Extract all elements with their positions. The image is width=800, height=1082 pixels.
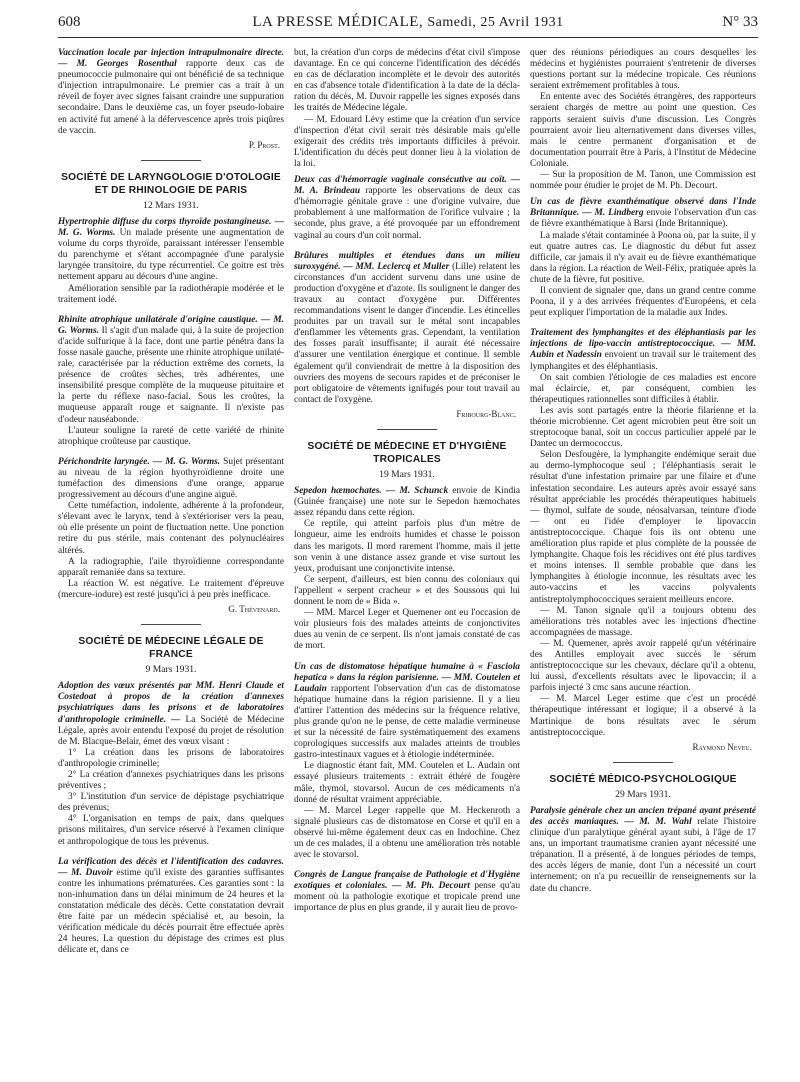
article-body: — M. Quemener, après avoir rappelé qu'un vétérinaire des Antilles employait avec succès le sérum antistreptococcique sur les chevaux, déclare qu'il a obtenu, lui aussi, d'excellents résultats avec le lipovaccin; il a parfois injecté 3 cmc sans aucune réaction.	[530, 638, 756, 694]
article-paralysie	[530, 806, 756, 895]
article-body: — M. Marcel Leger estime que c'est un procédé thérapeutique intéressant et logique; il a observé à la Martinique de bons résultats avec le sérum antistreptococcique.	[530, 694, 756, 738]
journal-title: LA PRESSE MÉDICALE,	[252, 14, 424, 30]
article-body: On sait combien l'étiologie de ces maladies est encore mal éclaircie, et, par conséquent, combien les thérapeutiques rationnelles sont difficiles à établir.	[530, 372, 756, 405]
article-body: — MM. Marcel Leger et Quemener ont eu l'occasion de voir plusieurs fois des malades atteints de conjonctivites dues au venin de ce serpent. Ils n'ont jamais constaté de cas de mort.	[294, 608, 520, 652]
article-title: Adoption des vœux présentés par MM. Henri Claude et Costedoat à propos de la création d'annexes psychiatriques dans les prisons et de laboratoires d'anthropologie criminelle. —	[58, 681, 284, 725]
article-body: envoie de Kindia (Guinée française) une note sur le Sepedon hæmochates assez répandu dans cette région.	[294, 486, 520, 519]
signature: Fribourg-Blanc.	[456, 408, 516, 419]
list-item: 1° La création dans les prisons de laboratoires d'anthropologie criminelle;	[58, 747, 284, 769]
article-body: Ce reptile, qui atteint parfois plus d'un mètre de longueur, aime les endroits humides et chasse le poisson dans les marigots. Il mord rarement l'homme, mais il jette son venin à une distance assez grande et vise surtout les yeux, produisant une conjonctivite intense.	[294, 519, 520, 574]
signature: G. Thévenard.	[228, 604, 280, 615]
article-fievre	[530, 197, 756, 319]
article-hemorragie	[294, 175, 520, 242]
article-body: L'auteur souligne la rareté de cette variété de rhinite atrophique croûteuse par caustique.	[58, 425, 284, 447]
article-body: — M. Marcel Leger rappelle que M. Heckenroth a signalé plusieurs cas de distomatose en Corse et qu'il en a observé lui-même également deux cas en Indochine. Chez un de ces malades, il a obtenu une amélioration très notable avec le stovarsol.	[294, 805, 520, 861]
journal-masthead	[58, 14, 758, 31]
article-title: Congrès de Langue française de Pathologie et d'Hygiène exotiques et coloniales. — M. Ph. Decourt	[294, 870, 520, 892]
article-body: but, la création d'un corps de médecins d'état civil s'impose davantage. En ce qui concerne l'identification des décédés en cas de déclaration incomplète et le devoir des autorités en cas d'absence totale d'identification à la date de la déclaration du décès, M. Duvoir rappelle les signes exposés dans les traités de Médecine légale.	[294, 48, 520, 114]
article-body: Il convient de signaler que, dans un grand centre comme Poona, il y a des arrivées fréquentes d'Européens, et cela peut expliquer l'importation de la maladie aux Indes.	[530, 285, 756, 319]
society-heading: SOCIÉTÉ MÉDICO-PSYCHOLOGIQUE	[549, 773, 737, 785]
article-title: Vaccination locale par injection intrapulmonaire directe. — M. Georges Rosenthal	[58, 48, 284, 70]
page-header	[58, 14, 758, 34]
section-separator	[141, 624, 201, 625]
article-title: Brûlures multiples et étendues dans un milieu suroxygéné. — MM. Leclercq et Muller	[294, 250, 520, 272]
article-body: Selon Desfougère, la lymphangite endémique serait due au dermo-lymphocoque seul ; l'éléphantiasis serait le résultat d'une infestation primaire par une filaire et d'une infestation secondaire. Les auteurs après avoir essayé sans résultat appréciable les procédés thérapeutiques habituels — thymol, sulfate de soude, néosalvarsan, teinture d'iode — ont eu l'idée d'employer le lipovaccin antistreptococcique. Chaque fois ils ont obtenu une amélioration plus rapide et plus complète de la poussée de lymphangite. Chaque fois les récidives ont été plus tardives et moins intenses. Il semble probable que dans les lymphangites à étiologie inconnue, les résultats avec les auto-vaccins et les vaccins polyvalents antistreptolymphococciques seraient meilleurs encore.	[530, 450, 756, 605]
article-title: Deux cas d'hémorragie vaginale consécutive au coït. — M. A. Brindeau	[294, 175, 520, 197]
article-brulures	[294, 251, 520, 420]
article-body: Amélioration sensible par la radiothérapie modérée et le traitement iodé.	[58, 283, 284, 305]
article-sepedon	[294, 486, 520, 652]
society-heading: SOCIÉTÉ DE LARYNGOLOGIE D'OTOLOGIE ET DE RHINOLOGIE DE PARIS	[61, 171, 281, 196]
article-body: En entente avec des Sociétés étrangères, des rapporteurs seraient chargés de mettre au point une question. Ces rapports seraient suivis d'une discussion. Les Congrès pourraient avoir lieu alternativement dans diverses villes, mais le centre permanent d'organisation et de documentation pourrait être à Paris, à l'Institut de Médecine Coloniale.	[530, 92, 756, 169]
article-vaccination	[58, 48, 284, 151]
article-body: Il s'agit d'un malade qui, à la suite de projection d'acide sulfurique à la face, dont une partie pénétra dans la fosse nasale gauche, présente une rhinite atrophique unilatérale, caractérisée par la réduction extrême des cornets, la présence de croûtes sèches, très adhérentes, une insensibilité presque complète de la muqueuse pituitaire et la perte du réflexe naso-facial. Sous les croûtes, la muqueuse apparaît rouge et saignante. Il n'existe pas d'odeur nauséabonde.	[58, 325, 284, 425]
article-title: Hypertrophie diffuse du corps thyroïde postangineuse. — M. G. Worms.	[58, 216, 284, 239]
article-body: (Lille) relatent les circonstances d'un accident survenu dans une usine de production d'oxygène et d'azote. Ils soulignent le danger des travaux au contact d'oxygène pur. Différentes recommandations visent le danger d'incendie. Les étincelles produites par un travail sur le métal sont incapables d'enflammer les vêtements gras. Cependant, la ventilation des fosses paraît insuffisante; il aurait été nécessaire d'assurer une ventilation énergique et continue. Il semble également qu'il conviendrait de mettre à la disposition des ouvriers des moyens de secours rapides et de préconiser le port obligatoire de vêtements ignifugés pour tout travail au contact de l'oxygène.	[294, 261, 520, 405]
column-2	[294, 48, 520, 919]
article-body: Le diagnostic étant fait, MM. Coutelen et L. Audain ont essayé plusieurs traitements : extrait éthéré de fougère mâle, thymol, stovarsol. Aucun de ces médicaments n'a donné de résultat vraiment appréciable.	[294, 761, 520, 805]
list-item: 3° L'institution d'un service de dépistage psychiatrique des prévenus;	[58, 792, 284, 814]
article-title: Un cas de fièvre exanthématique observé dans l'Inde Britannique. — M. Lindberg	[530, 197, 756, 219]
article-verification-deces	[58, 857, 284, 957]
article-hypertrophie	[58, 217, 284, 306]
article-body: rapportent l'observation d'un cas de distomatose hépatique humaine dans la région parisienne. Il y a lieu d'attirer l'attention des médecins sur la fréquence relative, plus grande qu'on ne le pense, de cette maladie vermineuse et sur la nécessité de faire systématiquement des examens coprologiques successifs aux malades atteints de troubles gastro-intestinaux vagues et à étiologie indéterminée.	[294, 683, 521, 761]
section-separator	[613, 762, 673, 763]
article-adoption-voeux	[58, 681, 284, 847]
article-body: envoie l'observation d'un cas de fièvre exanthématique à Barsi (Inde Britannique).	[530, 208, 756, 230]
article-body: — M. Edouard Lévy estime que la création d'un service d'inspection d'état civil serait très désirable mais qu'elle exigerait des crédits très importants difficiles à prévoir. L'identification du décès peut donner lieu à la violation de la loi.	[294, 114, 520, 169]
article-title: Paralysie générale chez un ancien trépané ayant présenté des accès maniaques. — M. M. Wahl	[530, 805, 756, 827]
article-body: Ce serpent, d'ailleurs, est bien connu des coloniaux qui l'appellent « serpent cracheur » et des Soussous qui lui donnent le nom de « Bida ».	[294, 574, 520, 608]
article-title: Traitement des lymphangites et des éléphantiasis par les injections de lipo-vaccin antistreptococcique. — MM. Aubin et Nadessin	[530, 328, 756, 361]
article-title: Un cas de distomatose hépatique humaine à « Fasciola hepatica » dans la région parisienne. — MM. Coutelen et Laudain	[294, 661, 520, 694]
article-title: Périchondrite laryngée. — M. G. Worms.	[58, 456, 221, 467]
session-date: 12 Mars 1931.	[143, 199, 199, 211]
article-body: envoient un travail sur le traitement des lymphangites et des éléphantiasis.	[530, 350, 756, 372]
issue-number: N° 33	[722, 14, 758, 30]
section-separator	[377, 429, 437, 430]
article-body: Un malade présente une augmentation de volume du corps thyroïde, paraissant intéresser l'ensemble du parenchyme et s'étant accompagnée d'une paralysie laryngée transitoire, du type récurrentiel. Ce goitre est très nettement apparu au décours d'une angine.	[58, 228, 285, 283]
section-separator	[141, 160, 201, 161]
signature: P. Prost.	[248, 139, 280, 150]
article-title: Sepedon hæmochates. — M. Schunck	[294, 486, 449, 497]
header-rule	[58, 37, 758, 38]
list-item: 4° L'organisation en temps de paix, dans quelques prisons militaires, d'un service réservé à l'examen clinique et anthropologique de tous les prévenus.	[58, 814, 284, 847]
article-body: — Sur la proposition de M. Tanon, une Commission est nommée pour étudier le projet de M. Ph. Decourt.	[530, 170, 756, 192]
column-1	[58, 48, 284, 960]
article-body: rapporte deux cas de pneumococcie pulmonaire qui ont bénéficié de sa technique d'injection intrapulmonaire. Le premier cas a trait à un réveil de foyer avec signes faisant craindre une suppuration secondaire. Dans le deuxième cas, un foyer pseudo-lobaire en activité fut amené à la défervescence après trois piqûres de vaccin.	[58, 59, 284, 136]
issue-date: Samedi, 25 Avril 1931	[427, 15, 564, 30]
article-lymphangites	[530, 328, 756, 753]
article-body: rapporte les observations de deux cas d'hémorragie génitale grave : une d'origine vulvaire, due probablement à une malformation de l'orifice vulvaire ; la seconde, plus grave, a été provoquée par un effondrement vaginal au cours d'un coït normal.	[294, 186, 521, 241]
article-congres	[294, 870, 520, 914]
article-body: Cette tuméfaction, indolente, adhérente à la profondeur, s'élevant avec le larynx, tend à s'extérioriser vers la peau, où elle présente un point de fluctuation nette. Une ponction retire du pus stérile, mais contenant des polynucléaires altérés.	[58, 501, 284, 556]
list-item: 2° La création d'annexes psychiatriques dans les prisons préventives ;	[58, 769, 284, 792]
article-body: relate l'histoire clinique d'un paralytique général ayant subi, à l'âge de 17 ans, un important traumatisme cranien ayant nécessité une trépanation. Il a présenté, à de longues périodes de temps, des accès légers de manie, dont l'un a nécessité un court internement; on n'a pu recueillir de renseignements sur la date du chancre.	[530, 817, 757, 894]
article-body: La malade s'était contaminée à Poona où, par la suite, il y eut quatre autres cas. Le diagnostic du début fut assez difficile, car jamais il n'y avait eu de fièvre exanthématique dans la région. La réaction de Weil-Félix, pratiquée après la chute de la fièvre, fut positive.	[530, 230, 756, 285]
article-body: La réaction W. est négative. Le traitement d'épreuve (mercure-iodure) est resté jusqu'ici à peu près inefficace.	[58, 578, 284, 600]
session-date: 19 Mars 1931.	[379, 469, 435, 480]
article-title: La vérification des décès et l'identification des cadavres. — M. Duvoir	[58, 856, 284, 878]
article-body: Les avis sont partagés entre la théorie filarienne et la théorie microbienne. Cet agent microbien peut être soit un streptocoque banal, soit un coccus particulier appelé par le Dantec un dermococcus.	[530, 405, 756, 450]
article-perichondrite	[58, 457, 284, 615]
article-body: Sujet présentant au niveau de la région hyothyroïdienne droite une tuméfaction des dimensions d'une orange, apparue progressivement au décours d'une angine aiguë.	[58, 456, 284, 501]
article-distomatose	[294, 662, 520, 862]
society-heading: SOCIÉTÉ DE MÉDECINE ET D'HYGIÈNE TROPICALES	[307, 441, 507, 465]
column-3	[530, 48, 756, 899]
society-heading: SOCIÉTÉ DE MÉDECINE LÉGALE DE FRANCE	[78, 636, 264, 661]
article-body: — M. Tanon signale qu'il a toujours obtenu des améliorations très notables avec les injections d'hectine accompagnées de massage.	[530, 605, 756, 638]
article-body: A la radiographie, l'aile thyroïdienne correspondante apparaît remaniée dans sa texture.	[58, 556, 284, 578]
signature: Raymond Neveu.	[692, 741, 752, 752]
session-date: 29 Mars 1931.	[615, 788, 671, 800]
session-date: 9 Mars 1931.	[145, 664, 197, 676]
article-body: estime qu'il existe des garanties suffisantes contre les inhumations prématurées. Ces garanties sont : la non-inhumation dans un délai minimum de 24 heures et la constatation médicale des décès. Cette constatation devrait être faite par un médecin spécialisé et, au besoin, la vérification médicale du décès pourrait être effectuée après 24 heures. La question du dépistage des crimes est plus délicate et, dans ce	[58, 867, 285, 956]
article-body: pense qu'au moment où la pathologie exotique et tropicale prend une importance de plus en plus grande, il y aurait lieu de provo-	[294, 881, 521, 914]
article-rhinite	[58, 315, 284, 448]
article-body: quer des réunions périodiques au cours desquelles les médecins et hygiénistes pourraient s'entretenir de diverses questions portant sur la médecine tropicale. Ces réunions seraient extrêmement profitables à tous.	[530, 48, 756, 92]
article-title: Rhinite atrophique unilatérale d'origine caustique. — M. G. Worms.	[58, 314, 284, 336]
page-number: 608	[58, 14, 81, 30]
article-body: La Société de Médecine Légale, après avoir entendu l'exposé du projet de résolution de M. Blacque-Belair, émet des vœux visant :	[58, 714, 285, 747]
